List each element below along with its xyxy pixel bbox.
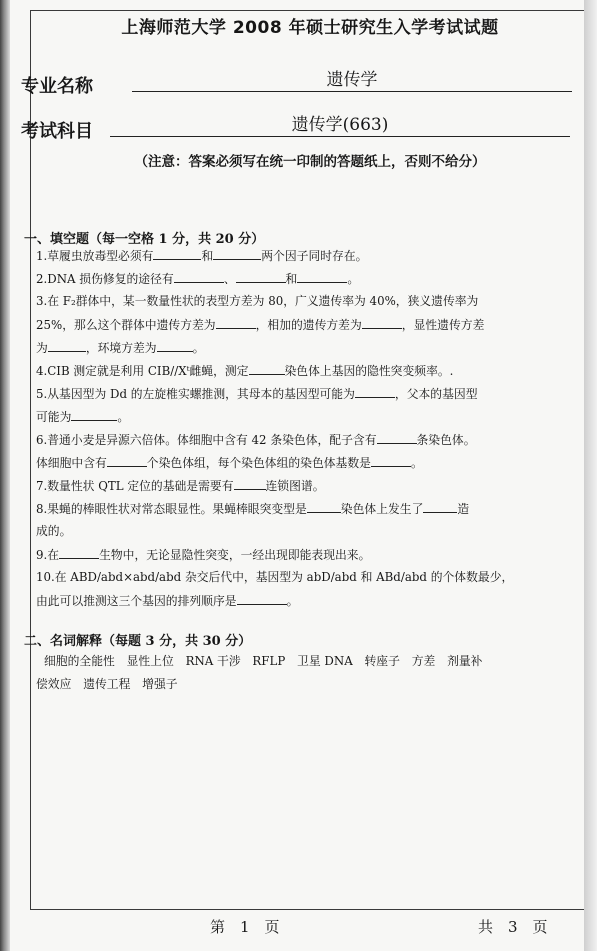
q5-blank-1[interactable] — [355, 385, 395, 398]
q3-text-b: 25%，那么这个群体中遗传方差为 — [36, 318, 216, 332]
q7-text-b: 连锁图谱。 — [265, 479, 325, 493]
q6-text-b: 条染色体。 — [416, 433, 476, 447]
q8-line-2 — [36, 523, 71, 539]
q5-line-1 — [36, 385, 478, 402]
exam-page — [10, 0, 584, 951]
q6-text-d: 个染色体组，每个染色体组的染色体基数是 — [146, 456, 371, 470]
q9-line — [36, 546, 370, 563]
q6-text-a: 6.普通小麦是异源六倍体。体细胞中含有 42 条染色体，配子含有 — [36, 433, 377, 447]
scan-left-shadow — [0, 0, 10, 951]
q2-text-b: 、 — [223, 272, 236, 286]
subject-label: 考试科目 — [21, 121, 93, 142]
terms-line-1: 细胞的全能性 显性上位 RNA 干涉 RFLP 卫星 DNA 转座子 方差 剂量补 — [44, 654, 483, 668]
q8-blank-1[interactable] — [307, 500, 341, 513]
q2-blank-2[interactable] — [236, 270, 286, 283]
q1-text-a: 1.草履虫放毒型必须有 — [36, 249, 154, 263]
q4-text-a: 4.CIB 测定就是利用 CIB//Xᵗ雌蝇，测定 — [36, 364, 249, 378]
q3-text-a: 3.在 F₂群体中，某一数量性状的表型方差为 80，广义遗传率为 40%，狭义遗传率为 — [36, 294, 479, 308]
q1-text-b: 和 — [201, 249, 214, 263]
q1-blank-1[interactable] — [153, 247, 201, 260]
q9-blank-1[interactable] — [59, 546, 99, 559]
q2-blank-1[interactable] — [174, 270, 224, 283]
q3-line-3 — [36, 339, 204, 356]
q6-blank-3[interactable] — [371, 454, 411, 467]
q3-text-e: 为 — [36, 341, 48, 355]
q3-line-1 — [36, 293, 478, 309]
q6-line-2 — [36, 454, 423, 471]
section1-heading: 一、填空题（每一空格 1 分，共 20 分） — [24, 232, 265, 247]
q2-text-a: 2.DNA 损伤修复的途径有 — [36, 272, 174, 286]
q3-blank-3[interactable] — [48, 339, 86, 352]
q8-text-a: 8.果蝇的棒眼性状对常态眼显性。果蝇棒眼突变型是 — [36, 502, 307, 516]
q6-blank-1[interactable] — [377, 431, 417, 444]
q2-text-c: 和 — [285, 272, 298, 286]
q5-text-a: 5.从基因型为 Dd 的左旋椎实螺推测，其母本的基因型可能为 — [36, 387, 355, 401]
q2-text-d: 。 — [347, 272, 360, 286]
notice: （注意：答案必须写在统一印制的答题纸上，否则不给分） — [134, 154, 486, 170]
q3-text-d: ，显性遗传方差 — [401, 318, 485, 332]
q5-text-c: 可能为 — [36, 410, 72, 424]
q8-text-d: 成的。 — [36, 524, 72, 538]
q6-blank-2[interactable] — [107, 454, 147, 467]
terms-line-2: 偿效应 遗传工程 增强子 — [36, 677, 178, 691]
q7-text-a: 7.数量性状 QTL 定位的基础是需要有 — [36, 479, 234, 493]
q8-line-1 — [36, 500, 469, 517]
page-number: 第 1 页 — [210, 918, 280, 936]
q7-blank-1[interactable] — [234, 477, 266, 490]
q6-line-1 — [36, 431, 476, 448]
q4-blank-1[interactable] — [249, 362, 285, 375]
q1-line — [36, 247, 367, 264]
q8-text-b: 染色体上发生了 — [340, 502, 424, 516]
total-pages: 共 3 页 — [478, 918, 548, 936]
q6-text-e: 。 — [410, 456, 423, 470]
exam-title: 上海师范大学 2008 年硕士研究生入学考试试题 — [121, 18, 499, 38]
q3-blank-2[interactable] — [362, 316, 402, 329]
q4-line — [36, 362, 453, 379]
q3-text-c: ，相加的遗传方差为 — [255, 318, 362, 332]
q9-text-b: 生物中，无论显隐性突变，一经出现即能表现出来。 — [99, 548, 371, 562]
q5-text-b: ，父本的基因型 — [394, 387, 478, 401]
q10-line-2 — [36, 592, 298, 609]
scan-right-edge — [584, 0, 597, 951]
q10-text-b: 由此可以推测这三个基因的排列顺序是 — [36, 594, 237, 608]
subject-value: 遗传学(663) — [110, 115, 570, 137]
q8-text-c: 造 — [457, 502, 470, 516]
q1-text-c: 两个因子同时存在。 — [261, 249, 368, 263]
q3-text-g: 。 — [192, 341, 205, 355]
q10-line-1 — [36, 569, 513, 585]
q5-line-2 — [36, 408, 129, 425]
q3-text-f: ，环境方差为 — [85, 341, 157, 355]
q5-text-d: 。 — [117, 410, 130, 424]
q3-blank-1[interactable] — [216, 316, 256, 329]
q1-blank-2[interactable] — [213, 247, 261, 260]
q10-text-c: 。 — [286, 594, 299, 608]
q7-line — [36, 477, 325, 494]
major-label: 专业名称 — [21, 76, 93, 97]
major-value: 遗传学 — [132, 70, 572, 92]
section2-heading: 二、名词解释（每题 3 分，共 30 分） — [24, 634, 252, 649]
q4-text-b: 染色体上基因的隐性突变频率。. — [284, 364, 454, 378]
q5-blank-2[interactable] — [71, 408, 117, 421]
q10-text-a: 10.在 ABD/abd×abd/abd 杂交后代中，基因型为 abD/abd 和 ABd/abd 的个体数最少， — [36, 570, 514, 584]
q3-line-2 — [36, 316, 484, 333]
q3-blank-4[interactable] — [157, 339, 193, 352]
q9-text-a: 9.在 — [36, 548, 60, 562]
q2-line — [36, 270, 359, 287]
q2-blank-3[interactable] — [297, 270, 347, 283]
q10-blank-1[interactable] — [237, 592, 287, 605]
q6-text-c: 体细胞中含有 — [36, 456, 107, 470]
q8-blank-2[interactable] — [423, 500, 457, 513]
